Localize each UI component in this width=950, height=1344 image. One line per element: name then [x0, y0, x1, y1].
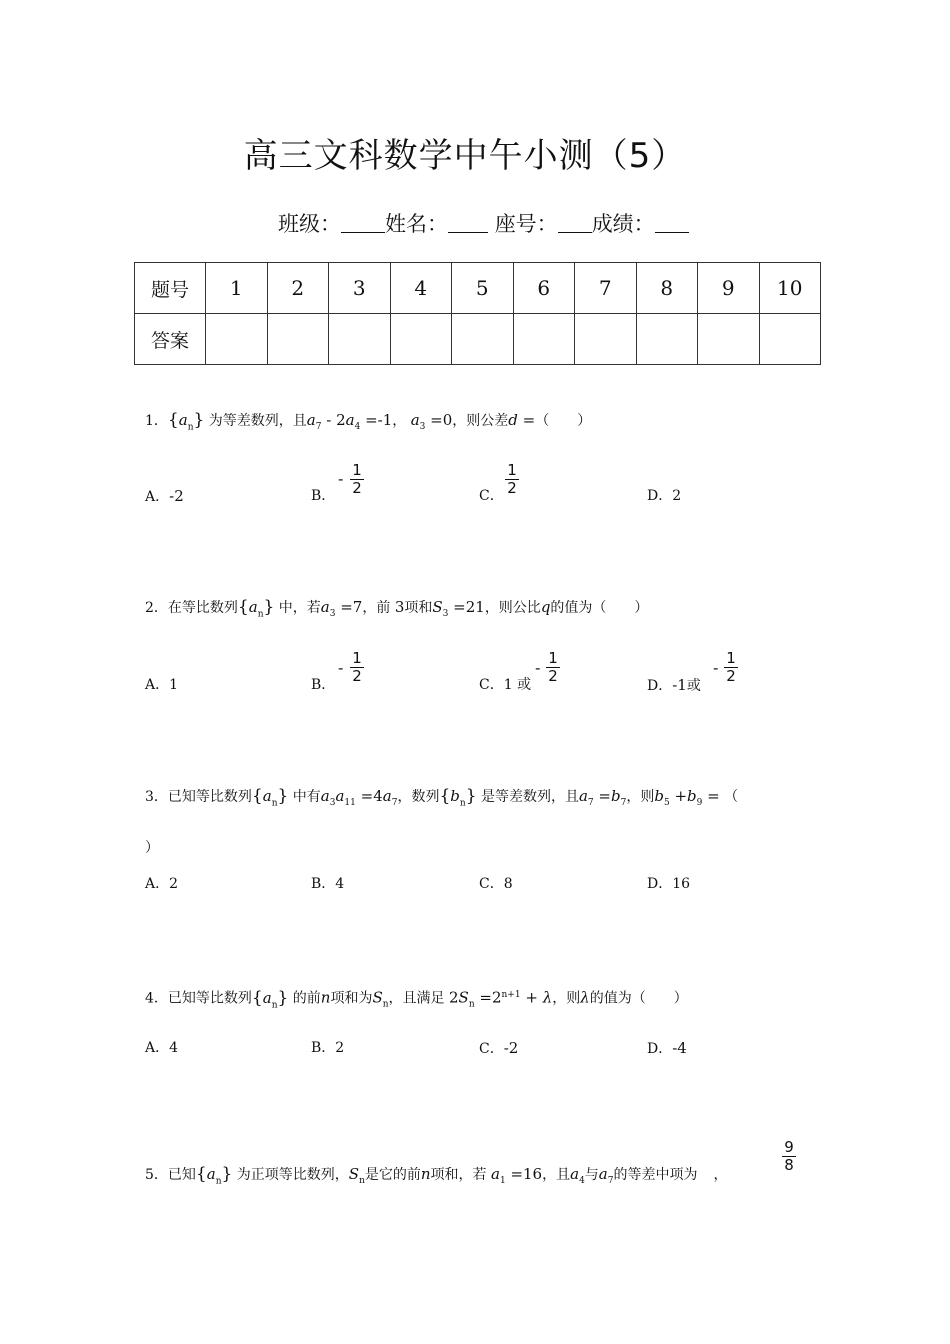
class-blank[interactable]: [341, 212, 385, 233]
math-expression: a: [306, 411, 316, 429]
math-expression: a: [490, 1165, 500, 1183]
q1-option-d[interactable]: [647, 486, 681, 506]
question-number-cell: 4: [390, 263, 452, 314]
denominator: 2: [352, 667, 362, 685]
question-number-cell: 10: [759, 263, 821, 314]
math-q: q: [540, 598, 551, 616]
math-expression: a: [578, 787, 588, 805]
question-2-text: 的值为（ ）: [550, 600, 649, 616]
option-label: B．: [311, 488, 336, 504]
math-expression: a: [410, 411, 420, 429]
math-n: n: [420, 1165, 431, 1183]
question-3-text: ，则: [626, 789, 655, 805]
q1-option-b[interactable]: [311, 486, 335, 506]
option-label: C．1 或: [479, 677, 532, 693]
fraction-one-half: [724, 650, 738, 685]
name-label: 姓名：: [385, 212, 448, 236]
question-3: 3．已知等比数列$\{a_n\}$ 中有$a_3a_{11} =4a_7$，数列$\{b_n\}$ 是等差数列，且$a_7 =b_7$，则$b_5 +b_9$ = （: [145, 786, 739, 809]
math-expression: S: [432, 598, 443, 616]
option-label: B．4: [311, 876, 345, 892]
q3-option-b[interactable]: [311, 874, 344, 894]
question-5-text: 的等差中项为: [613, 1167, 698, 1183]
fraction-nine-eighths: [782, 1139, 796, 1174]
math-n: n: [320, 988, 331, 1007]
math-expression: a: [320, 598, 330, 616]
question-3-text: ，数列: [397, 789, 440, 805]
seat-label: 座号：: [494, 212, 558, 236]
question-4-text: 的值为（ ）: [589, 990, 688, 1007]
q2-option-c[interactable]: [479, 675, 531, 695]
option-label: D．: [647, 678, 673, 694]
math-expression: b: [654, 787, 664, 805]
question-number-cell: 2: [267, 263, 329, 314]
question-1-text: 为等差数列，且: [208, 413, 307, 429]
math-seq-a: $\{a_n\}$: [167, 410, 205, 433]
answer-table-number-row: [135, 263, 821, 314]
answer-cell[interactable]: [267, 314, 329, 365]
question-1-text: （ ）: [535, 413, 592, 429]
row-header-question-number: 题号: [135, 263, 206, 314]
option-label: A．1: [145, 677, 179, 693]
question-4-text: 项和为: [330, 990, 373, 1007]
answer-cell[interactable]: [698, 314, 760, 365]
option-value: -2: [169, 487, 184, 505]
question-number-cell: 1: [206, 263, 268, 314]
q4-option-a[interactable]: [145, 1038, 178, 1058]
option-label: C．: [479, 488, 504, 504]
numerator: 1: [546, 650, 560, 668]
question-number-cell: 8: [636, 263, 698, 314]
minus-sign: -: [338, 659, 344, 677]
numerator: 1: [505, 462, 519, 480]
question-number-cell: 9: [698, 263, 760, 314]
question-3-number: 3．已知等比数列: [145, 789, 252, 805]
fraction-one-half: [350, 462, 364, 497]
q3-option-c[interactable]: [479, 874, 513, 894]
student-info-line: [278, 208, 689, 238]
numerator: 9: [782, 1139, 796, 1157]
question-number-cell: 7: [575, 263, 637, 314]
page-title: 高三文科数学中午小测（5）: [243, 136, 687, 176]
minus-sign: -: [713, 659, 719, 677]
question-3-text: 中有: [292, 789, 321, 805]
score-blank[interactable]: [655, 212, 689, 233]
question-3-text: （: [724, 789, 739, 805]
option-label: D．: [647, 1041, 673, 1057]
question-2-text: ，则公比: [484, 600, 541, 616]
question-3-text: 是等差数列，且: [480, 789, 579, 805]
question-4-text: ，且满足: [388, 990, 445, 1007]
math-expression: a: [320, 787, 330, 805]
q1-option-c[interactable]: [479, 486, 504, 506]
question-5: 5．已知$\{a_n\}$ 为正项等比数列，$S_n$是它的前n项和，若 $a_1 =16$，且$a_4$与$a_7$的等差中项为 ，: [145, 1164, 728, 1187]
q2-option-d[interactable]: [647, 675, 701, 696]
denominator: 2: [548, 667, 558, 685]
fraction-one-half: [546, 650, 560, 685]
question-number-cell: 5: [452, 263, 514, 314]
answer-cell[interactable]: [513, 314, 575, 365]
question-1-text: ，: [392, 413, 407, 429]
question-number-cell: 6: [513, 263, 575, 314]
denominator: 2: [352, 479, 362, 497]
math-expression: S: [348, 1165, 360, 1183]
option-label: A．2: [145, 876, 179, 892]
option-label: D．16: [647, 876, 691, 892]
question-5-text: ，且: [542, 1167, 571, 1183]
class-label: 班级：: [278, 212, 341, 236]
option-label: B．2: [311, 1040, 345, 1056]
q3-option-a[interactable]: [145, 874, 178, 894]
option-label: A．4: [145, 1040, 179, 1056]
question-2-text: ，前: [362, 600, 391, 616]
option-label: B．: [311, 677, 336, 693]
math-seq-b: $\{b_n\}$: [439, 786, 477, 809]
math-expression: a: [598, 1165, 608, 1183]
answer-cell[interactable]: [390, 314, 452, 365]
q2-option-b[interactable]: [311, 675, 335, 695]
question-2-number: 2．在等比数列: [145, 600, 238, 616]
question-1-number: 1．: [145, 413, 168, 429]
question-5-number: 5．已知: [145, 1167, 196, 1183]
answer-cell[interactable]: [636, 314, 698, 365]
question-2-text: 中，若: [278, 600, 321, 616]
q3-option-d[interactable]: [647, 874, 690, 894]
option-label: D．2: [647, 488, 682, 504]
numerator: 1: [350, 650, 364, 668]
question-2-text: 3: [394, 598, 405, 616]
math-seq-a: $\{a_n\}$: [251, 786, 289, 809]
answer-cell[interactable]: [452, 314, 514, 365]
option-text: 或: [686, 678, 701, 694]
q4-option-c[interactable]: [479, 1038, 518, 1059]
question-4-text: ，则: [552, 990, 581, 1007]
answer-table-answer-row: [135, 314, 821, 365]
question-5-text: 是它的前: [364, 1167, 421, 1183]
option-value: -4: [672, 1039, 687, 1057]
question-3-text: ）: [145, 840, 159, 856]
denominator: 8: [784, 1156, 794, 1174]
question-5-text: 与: [584, 1167, 599, 1183]
question-4-text: 的前: [292, 990, 321, 1007]
option-value: -1: [672, 676, 687, 694]
question-5-text: 为正项等比数列，: [236, 1167, 349, 1183]
question-number-cell: 3: [329, 263, 391, 314]
answer-cell[interactable]: [759, 314, 821, 365]
minus-sign: -: [535, 659, 541, 677]
question-2: 2．在等比数列$\{a_n\}$ 中，若$a_3 =7$，前 3项和$S_3 =21$，则公比q的值为（ ）: [145, 597, 649, 620]
score-label: 成绩：: [591, 212, 655, 236]
q4-option-d[interactable]: [647, 1038, 687, 1059]
q2-option-a[interactable]: [145, 675, 178, 695]
q4-option-b[interactable]: [311, 1038, 344, 1058]
math-seq-a: $\{a_n\}$: [237, 597, 275, 620]
numerator: 1: [724, 650, 738, 668]
math-seq-a: $\{a_n\}$: [251, 987, 289, 1011]
denominator: 2: [726, 667, 736, 685]
math-d: d: [508, 411, 518, 429]
row-header-answer: 答案: [135, 314, 206, 365]
answer-cell[interactable]: [206, 314, 268, 365]
q1-option-a[interactable]: [145, 486, 184, 507]
question-1: 1．$\{a_n\}$ 为等差数列，且$a_7 - 2a_4 =-1$， $a_3 =0$，则公差d =（ ）: [145, 410, 592, 433]
question-4: 4．已知等比数列$\{a_n\}$ 的前n项和为$S_n$，且满足 $2S_n =2^{n+1} + \lambda$，则λ的值为（ ）: [145, 987, 688, 1011]
math-expression: a: [570, 1165, 580, 1183]
minus-sign: -: [338, 470, 344, 488]
question-3-continuation: [145, 838, 159, 858]
fraction-one-half: [505, 462, 519, 497]
numerator: 1: [350, 462, 364, 480]
option-label: A．: [145, 489, 170, 505]
math-expression: 2: [448, 988, 459, 1007]
answer-cell[interactable]: [329, 314, 391, 365]
fraction-one-half: [350, 650, 364, 685]
name-blank[interactable]: [448, 212, 488, 233]
option-value: -2: [503, 1039, 519, 1057]
option-label: C．: [479, 1041, 504, 1057]
seat-blank[interactable]: [558, 212, 592, 233]
denominator: 2: [507, 479, 517, 497]
question-1-text: ，则公差: [452, 413, 509, 429]
question-4-number: 4．已知等比数列: [145, 990, 252, 1007]
math-seq-a: $\{a_n\}$: [195, 1164, 233, 1187]
question-5-text: ，: [713, 1167, 728, 1183]
question-5-text: 项和，若: [430, 1167, 487, 1183]
answer-cell[interactable]: [575, 314, 637, 365]
math-lambda: λ: [580, 988, 590, 1007]
answer-table: [134, 262, 821, 365]
option-label: C．8: [479, 876, 513, 892]
question-2-text: 项和: [404, 600, 433, 616]
math-expression: S: [372, 988, 383, 1007]
